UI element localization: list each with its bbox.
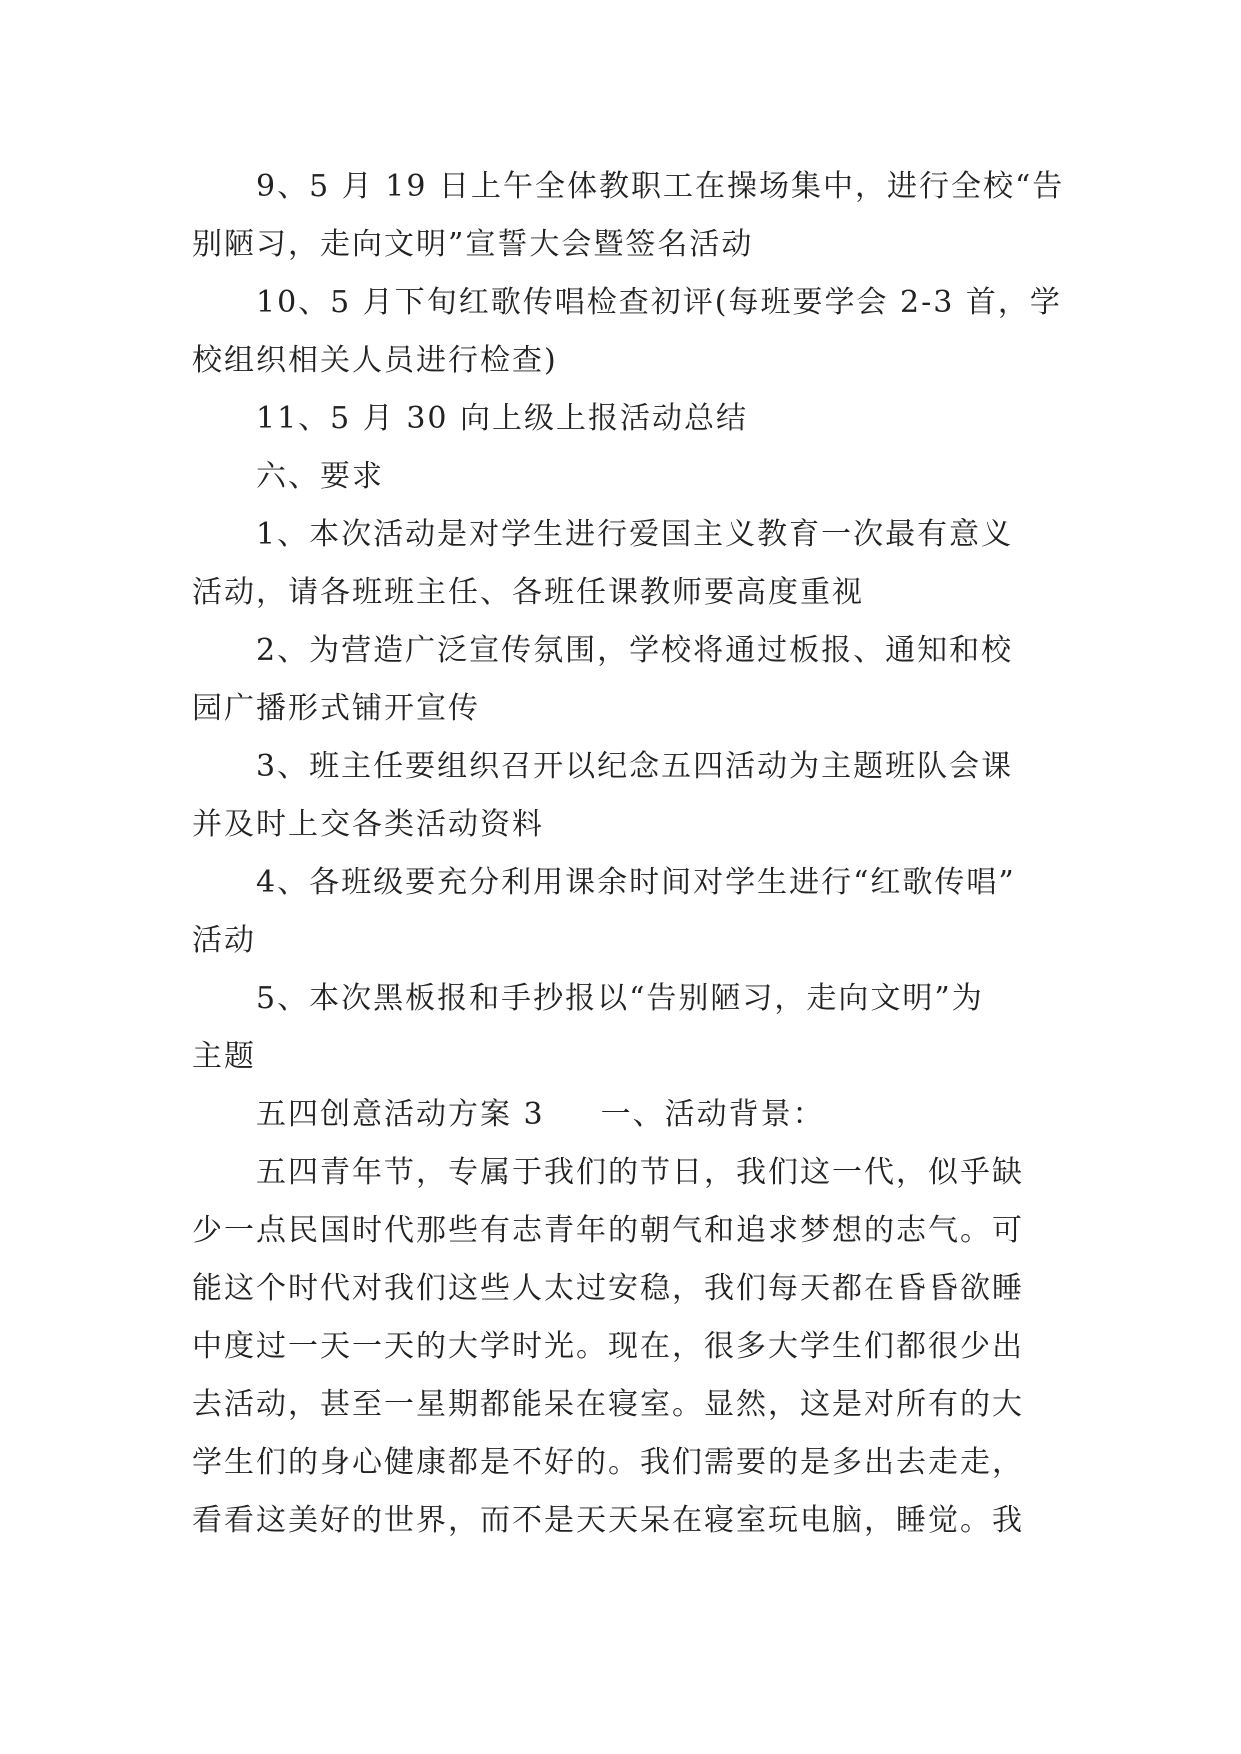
section-heading: 六、要求 (256, 459, 384, 494)
document-page (192, 158, 1065, 1550)
text-line: 别陋习，走向文明”宣誓大会暨签名活动 (192, 227, 754, 262)
text-line: 活动，请各班班主任、各班任课教师要高度重视 (192, 575, 864, 610)
paragraph-line: 学生们的身心健康都是不好的。我们需要的是多出去走走， (192, 1445, 1024, 1480)
text-line: 校组织相关人员进行检查) (192, 343, 558, 378)
paragraph-line: 看看这美好的世界，而不是天天呆在寝室玩电脑，睡觉。我 (192, 1503, 1024, 1538)
paragraph-line: 少一点民国时代那些有志青年的朝气和追求梦想的志气。可 (192, 1213, 1024, 1248)
document-title: 五四创意活动方案 3 (256, 1097, 545, 1132)
text-line: 3、班主任要组织召开以纪念五四活动为主题班队会课 (256, 749, 1014, 784)
text-line: 主题 (192, 1039, 256, 1074)
text-line: 9、5 月 19 日上午全体教职工在操场集中，进行全校“告 (256, 169, 1065, 204)
text-line: 1、本次活动是对学生进行爱国主义教育一次最有意义 (256, 517, 1014, 552)
paragraph-line: 五四青年节，专属于我们的节日，我们这一代，似乎缺 (256, 1155, 1024, 1190)
paragraph-line: 中度过一天一天的大学时光。现在，很多大学生们都很少出 (192, 1329, 1024, 1364)
paragraph-line: 能这个时代对我们这些人太过安稳，我们每天都在昏昏欲睡 (192, 1271, 1024, 1306)
document-heading-line (192, 1086, 1052, 1144)
text-line: 5、本次黑板报和手抄报以“告别陋习，走向文明”为 (256, 981, 984, 1016)
text-line: 活动 (192, 923, 256, 958)
paragraph-line: 去活动，甚至一星期都能呆在寝室。显然，这是对所有的大 (192, 1387, 1024, 1422)
text-line: 4、各班级要充分利用课余时间对学生进行“红歌传唱” (256, 865, 1016, 900)
text-line: 2、为营造广泛宣传氛围，学校将通过板报、通知和校 (256, 633, 1014, 668)
text-line: 10、5 月下旬红歌传唱检查初评(每班要学会 2-3 首，学 (256, 285, 1062, 320)
text-line: 并及时上交各类活动资料 (192, 807, 544, 842)
section-heading: 一、活动背景： (600, 1097, 825, 1132)
text-line: 园广播形式铺开宣传 (192, 691, 480, 726)
text-line: 11、5 月 30 向上级上报活动总结 (256, 401, 749, 436)
